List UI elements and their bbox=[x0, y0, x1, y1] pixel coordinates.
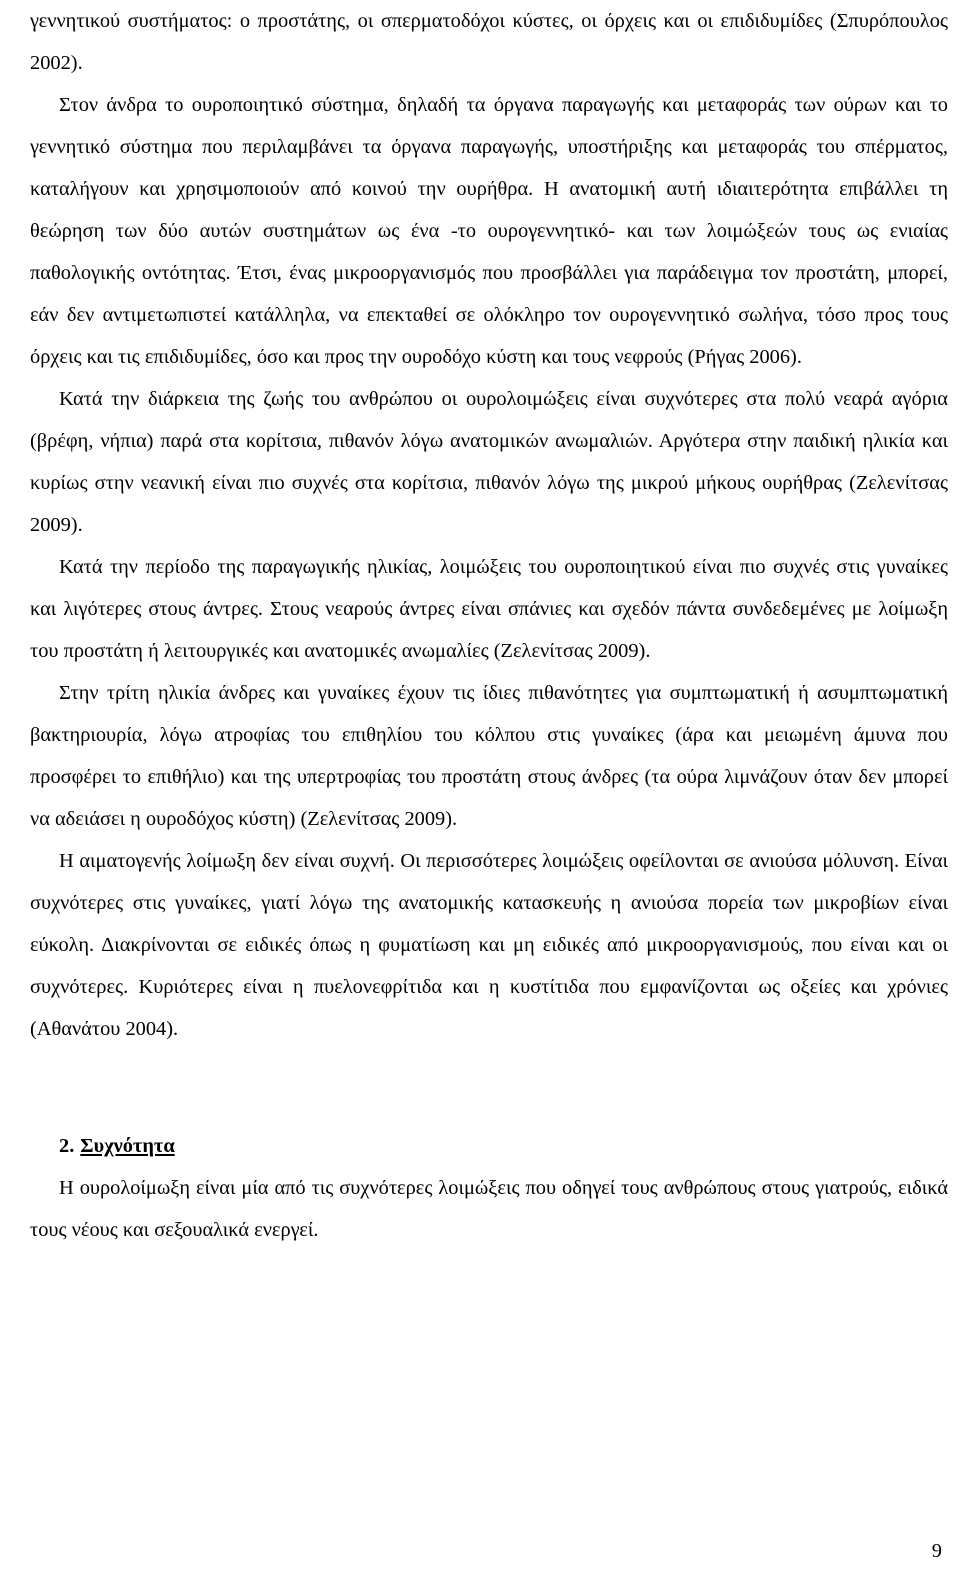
paragraph-hematogenous-infection: Η αιματογενής λοίμωξη δεν είναι συχνή. Οι περισσότερες λοιμώξεις οφείλονται σε ανιούσα μόλυνση. Είναι συχνότερες στις γυναίκες, γιατί λόγω της ανατομικής κατασκευής η ανιούσα πορεία των μικροβίων είναι εύκολη. Διακρίνονται σε ειδικές όπως η φυματίωση και μη ειδικές από μικροοργανισμούς, που είναι και οι συχνότερες. Κυριότερες είναι η πυελονεφρίτιδα και η κυστίτιδα που εμφανίζονται ως οξείες και χρόνιες (Αθανάτου 2004). bbox=[30, 850, 948, 1040]
section-heading bbox=[30, 1125, 948, 1167]
paragraph-reproductive-age: Κατά την περίοδο της παραγωγικής ηλικίας, λοιμώξεις του ουροποιητικού είναι πιο συχνές στις γυναίκες και λιγότερες στους άντρες. Στους νεαρούς άντρες είναι σπάνιες και σχεδόν πάντα συνδεδεμένες με λοίμωξη του προστάτη ή λειτουργικές και ανατομικές ανωμαλίες (Ζελενίτσας 2009). bbox=[30, 556, 948, 662]
document-page bbox=[30, 0, 948, 1251]
paragraph-age-distribution: Κατά την διάρκεια της ζωής του ανθρώπου οι ουρολοιμώξεις είναι συχνότερες στα πολύ νεαρά αγόρια (βρέφη, νήπια) παρά στα κορίτσια, πιθανόν λόγω ανατομικών ανωμαλιών. Αργότερα στην παιδική ηλικία και κυρίως στην νεανική είναι πιο συχνές στα κορίτσια, πιθανόν λόγω της μικρού μήκους ουρήθρας (Ζελενίτσας 2009). bbox=[30, 388, 948, 536]
paragraph-urogenital-system: Στον άνδρα το ουροποιητικό σύστημα, δηλαδή τα όργανα παραγωγής και μεταφοράς των ούρων και το γεννητικό σύστημα που περιλαμβάνει τα όργανα παραγωγής, υποστήριξης και μεταφοράς του σπέρματος, καταλήγουν και χρησιμοποιούν από κοινού την ουρήθρα. Η ανατομική αυτή ιδιαιτερότητα επιβάλλει τη θεώρηση των δύο αυτών συστημάτων ως ένα -το ουρογεννητικό- και των λοιμώξεών τους ως ενιαίας παθολογικής οντότητας. Έτσι, ένας μικροοργανισμός που προσβάλλει για παράδειγμα τον προστάτη, μπορεί, εάν δεν αντιμετωπιστεί κατάλληλα, να επεκταθεί σε ολόκληρο τον ουρογεννητικό σωλήνα, τόσο προς τους όρχεις και τις επιδιδυμίδες, όσο και προς την ουροδόχο κύστη και τους νεφρούς (Ρήγας 2006). bbox=[30, 94, 948, 368]
paragraph-continuation: γεννητικού συστήματος: ο προστάτης, οι σπερματοδόχοι κύστες, οι όρχεις και οι επιδιδυμίδες (Σπυρόπουλος 2002). bbox=[30, 10, 948, 74]
section-number: 2. bbox=[59, 1135, 75, 1157]
page-number: 9 bbox=[931, 1540, 942, 1562]
paragraph-third-age: Στην τρίτη ηλικία άνδρες και γυναίκες έχουν τις ίδιες πιθανότητες για συμπτωματική ή ασυμπτωματική βακτηριουρία, λόγω ατροφίας του επιθηλίου του κόλπου στις γυναίκες (άρα και μειωμένη άμυνα που προσφέρει το επιθήλιο) και της υπερτροφίας του προστάτη στους άνδρες (τα ούρα λιμνάζουν όταν δεν μπορεί να αδειάσει η ουροδόχος κύστη) (Ζελενίτσας 2009). bbox=[30, 682, 948, 830]
paragraph-frequency: Η ουρολοίμωξη είναι μία από τις συχνότερες λοιμώξεις που οδηγεί τους ανθρώπους στους γιατρούς, ειδικά τους νέους και σεξουαλικά ενεργεί. bbox=[30, 1177, 948, 1241]
section-title: Συχνότητα bbox=[80, 1135, 175, 1157]
